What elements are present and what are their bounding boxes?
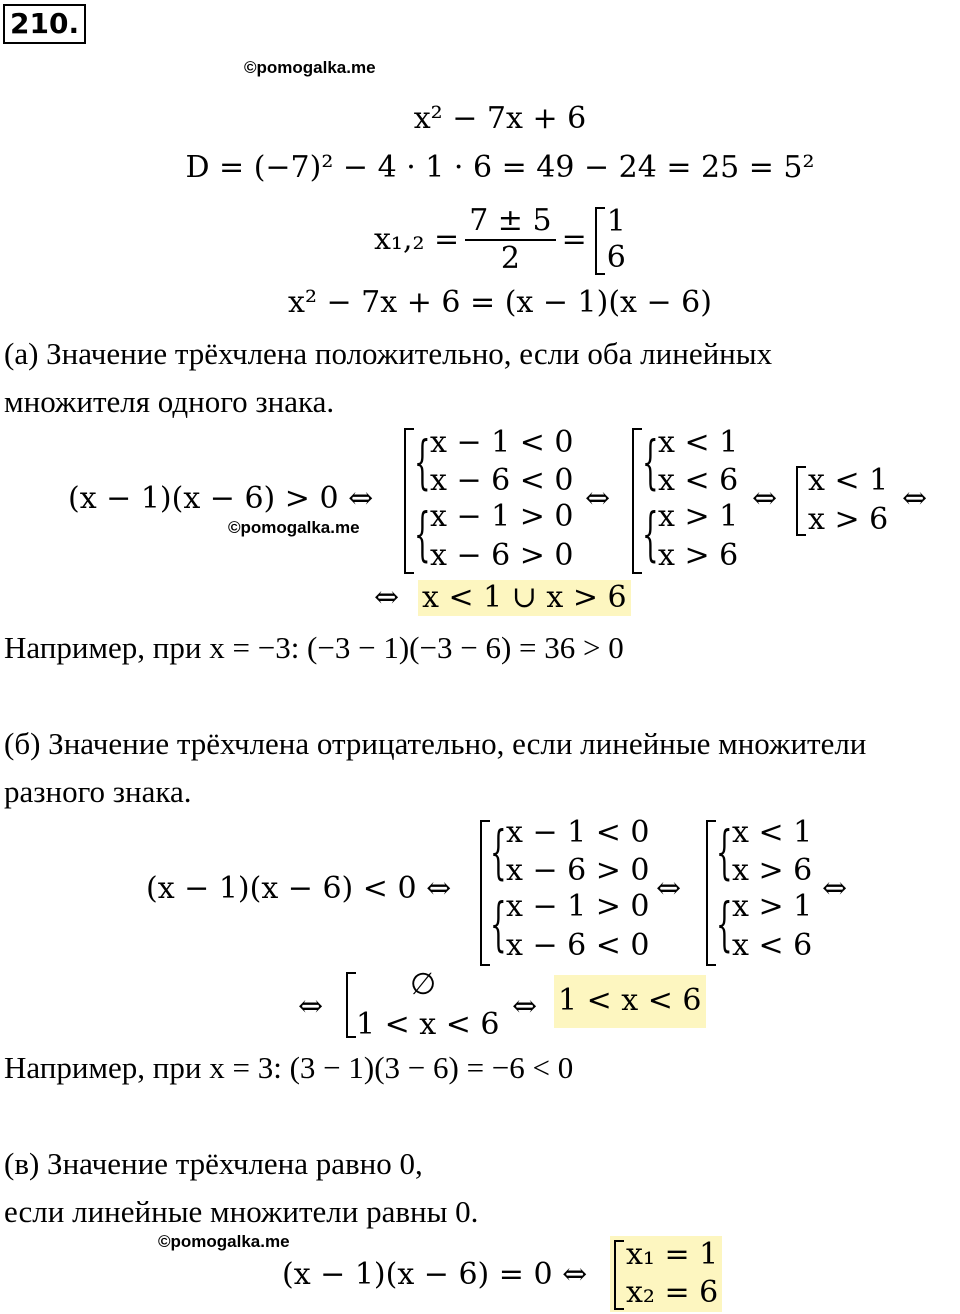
part-b-empty-set: ∅ xyxy=(410,967,437,1002)
part-a-sys2-line2: x − 6 > 0 xyxy=(430,538,574,573)
part-a-result-arrow: ⇔ xyxy=(374,580,400,615)
part-a-text-2: множителя одного знака. xyxy=(4,384,335,419)
part-b-sys4-line2: x < 6 xyxy=(732,928,813,963)
part-a-sys4-line2: x > 6 xyxy=(658,538,739,573)
part-b-sys2-line2: x − 6 < 0 xyxy=(506,928,650,963)
part-c-lhs: (x − 1)(x − 6) = 0 ⇔ xyxy=(282,1257,588,1292)
part-b-row2-arrow-2: ⇔ xyxy=(512,989,538,1024)
roots-formula xyxy=(374,202,635,278)
part-b-example: Например, при x = 3: (3 − 1)(3 − 6) = −6 < 0 xyxy=(4,1050,574,1085)
part-c-text-1: (в) Значение трёхчлена равно 0, xyxy=(4,1146,423,1181)
part-b-bracket-1 xyxy=(480,820,490,966)
roots-lhs: x₁,₂ = xyxy=(374,222,460,257)
part-a-arrow-1: ⇔ xyxy=(585,481,611,516)
part-a-arrow-2: ⇔ xyxy=(752,481,778,516)
part-b-text-1: (б) Значение трёхчлена отрицательно, если линейные множители xyxy=(4,726,867,761)
part-b-bracket-2 xyxy=(706,820,716,966)
watermark-bottom: ©pomogalka.me xyxy=(158,1232,290,1251)
part-c-root-2: x₂ = 6 xyxy=(626,1275,719,1310)
part-a-sys3-line2: x < 6 xyxy=(658,463,739,498)
roots-bracket-group xyxy=(595,205,635,275)
factorization: x² − 7x + 6 = (x − 1)(x − 6) xyxy=(288,285,712,320)
part-b-sys2-line1: x − 1 > 0 xyxy=(506,889,650,924)
part-b-sys3-line1: x < 1 xyxy=(732,815,813,850)
brace-icon: { xyxy=(490,818,507,886)
part-a-sys4-line1: x > 1 xyxy=(658,499,739,534)
root-2: 6 xyxy=(606,240,626,275)
part-b-bracket-3 xyxy=(346,972,356,1038)
part-b-sys1-line1: x − 1 < 0 xyxy=(506,815,650,850)
part-a-example: Например, при x = −3: (−3 − 1)(−3 − 6) = 36 > 0 xyxy=(4,630,624,665)
part-b-text-2: разного знака. xyxy=(4,774,192,809)
part-a-sys3-line1: x < 1 xyxy=(658,425,739,460)
part-c-bracket xyxy=(614,1240,624,1310)
part-b-lhs: (x − 1)(x − 6) < 0 ⇔ xyxy=(146,871,452,906)
part-a-text-1: (а) Значение трёхчлена положительно, если оба линейных xyxy=(4,336,773,371)
part-b-row2-arrow: ⇔ xyxy=(298,989,324,1024)
fraction-denominator: 2 xyxy=(500,241,520,276)
roots-fraction xyxy=(465,203,555,276)
part-a-lhs: (x − 1)(x − 6) > 0 ⇔ xyxy=(68,481,374,516)
part-a-union-2: x > 6 xyxy=(808,502,889,537)
part-a-result: x < 1 ∪ x > 6 xyxy=(418,580,631,616)
part-b-arrow-1: ⇔ xyxy=(656,871,682,906)
watermark-middle: ©pomogalka.me xyxy=(228,518,360,537)
part-a-sys1-line1: x − 1 < 0 xyxy=(430,425,574,460)
brace-icon: { xyxy=(642,500,659,568)
part-a-sys1-line2: x − 6 < 0 xyxy=(430,463,574,498)
part-a-bracket-3 xyxy=(796,466,806,536)
bracket-mark xyxy=(595,207,605,275)
part-b-sys3-line2: x > 6 xyxy=(732,853,813,888)
quadratic-expression: x² − 7x + 6 xyxy=(413,101,587,136)
part-c-text-2: если линейные множители равны 0. xyxy=(4,1194,479,1229)
brace-icon: { xyxy=(414,428,431,496)
part-c-root-1: x₁ = 1 xyxy=(626,1237,719,1272)
brace-icon: { xyxy=(490,890,507,958)
brace-icon: { xyxy=(414,500,431,568)
root-1: 1 xyxy=(606,204,626,239)
watermark-top: ©pomogalka.me xyxy=(244,58,376,77)
brace-icon: { xyxy=(716,890,733,958)
brace-icon: { xyxy=(642,428,659,496)
fraction-numerator: 7 ± 5 xyxy=(465,206,555,241)
part-a-union-1: x < 1 xyxy=(808,463,889,498)
part-b-arrow-2: ⇔ xyxy=(822,871,848,906)
roots-equals: = xyxy=(561,222,587,257)
problem-number: 210. xyxy=(3,4,86,44)
part-b-sys1-line2: x − 6 > 0 xyxy=(506,853,650,888)
part-a-arrow-3: ⇔ xyxy=(902,481,928,516)
discriminant-line: D = (−7)² − 4 · 1 · 6 = 49 − 24 = 25 = 5² xyxy=(185,150,815,185)
part-a-bracket-1 xyxy=(404,428,414,574)
part-b-result: 1 < x < 6 xyxy=(554,975,706,1028)
part-a-sys2-line1: x − 1 > 0 xyxy=(430,499,574,534)
part-b-sys4-line1: x > 1 xyxy=(732,889,813,924)
brace-icon: { xyxy=(716,818,733,886)
part-b-interval: 1 < x < 6 xyxy=(356,1007,500,1042)
part-a-bracket-2 xyxy=(632,428,642,574)
